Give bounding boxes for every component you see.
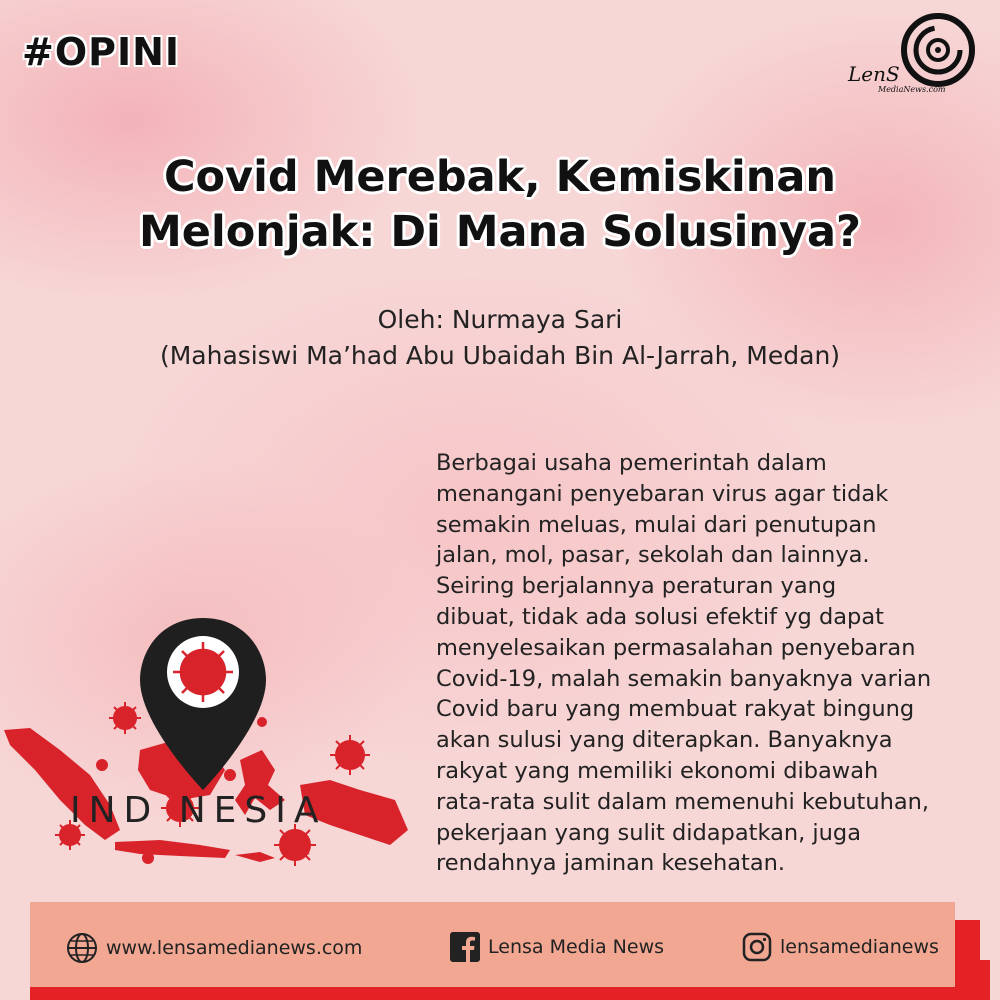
footer-bar bbox=[30, 902, 955, 987]
title-line-2: Melonjak: Di Mana Solusinya? bbox=[139, 207, 861, 257]
author-affiliation: (Mahasiswi Ma’had Abu Ubaidah Bin Al-Jarrah, Medan) bbox=[159, 341, 841, 370]
body-line: rakyat yang memiliki ekonomi dibawah bbox=[436, 757, 879, 784]
body-line: menangani penyebaran virus agar tidak bbox=[436, 480, 889, 507]
author-name: Oleh: Nurmaya Sari bbox=[377, 305, 623, 334]
title-line-1: Covid Merebak, Kemiskinan bbox=[163, 152, 837, 202]
body-line: Berbagai usaha pemerintah dalam bbox=[436, 450, 827, 476]
logo-ring-icon bbox=[900, 12, 976, 88]
body-line: menyelesaikan permasalahan penyebaran bbox=[436, 634, 916, 661]
footer-website[interactable] bbox=[66, 932, 362, 964]
body-line: pekerjaan yang sulit didapatkan, juga bbox=[436, 819, 862, 846]
body-line: rendahnya jaminan kesehatan. bbox=[436, 850, 786, 877]
instagram-text: lensamedianews bbox=[780, 936, 939, 958]
article-title bbox=[100, 150, 900, 260]
body-line: rata-rata sulit dalam memenuhi kebutuhan, bbox=[436, 788, 930, 815]
website-text: www.lensamedianews.com bbox=[106, 937, 363, 959]
body-line: semakin meluas, mulai dari penutupan bbox=[436, 511, 877, 538]
map-label: IND NESIA bbox=[70, 790, 327, 831]
body-line: Covid-19, malah semakin banyaknya varian bbox=[436, 665, 932, 692]
article-body bbox=[436, 448, 996, 879]
opini-tag: #OPINI bbox=[22, 30, 181, 74]
footer-facebook[interactable] bbox=[450, 932, 664, 962]
author-block bbox=[60, 302, 940, 374]
globe-icon bbox=[66, 932, 98, 964]
facebook-text: Lensa Media News bbox=[488, 936, 665, 958]
body-line: Covid baru yang membuat rakyat bingung bbox=[436, 696, 915, 723]
body-line: dibuat, tidak ada solusi efektif yg dapat bbox=[436, 603, 884, 630]
body-line: jalan, mol, pasar, sekolah dan lainnya. bbox=[436, 542, 870, 569]
logo-text: LenS bbox=[848, 62, 900, 86]
lensa-logo bbox=[848, 12, 978, 96]
logo-subtext: MediaNews.com bbox=[878, 85, 946, 94]
indonesia-map-illustration bbox=[0, 600, 420, 880]
body-line: akan sulusi yang diterapkan. Banyaknya bbox=[436, 727, 893, 754]
facebook-icon bbox=[450, 932, 480, 962]
instagram-icon bbox=[742, 932, 772, 962]
footer-instagram[interactable] bbox=[742, 932, 939, 962]
body-line: Seiring berjalannya peraturan yang bbox=[436, 573, 837, 600]
